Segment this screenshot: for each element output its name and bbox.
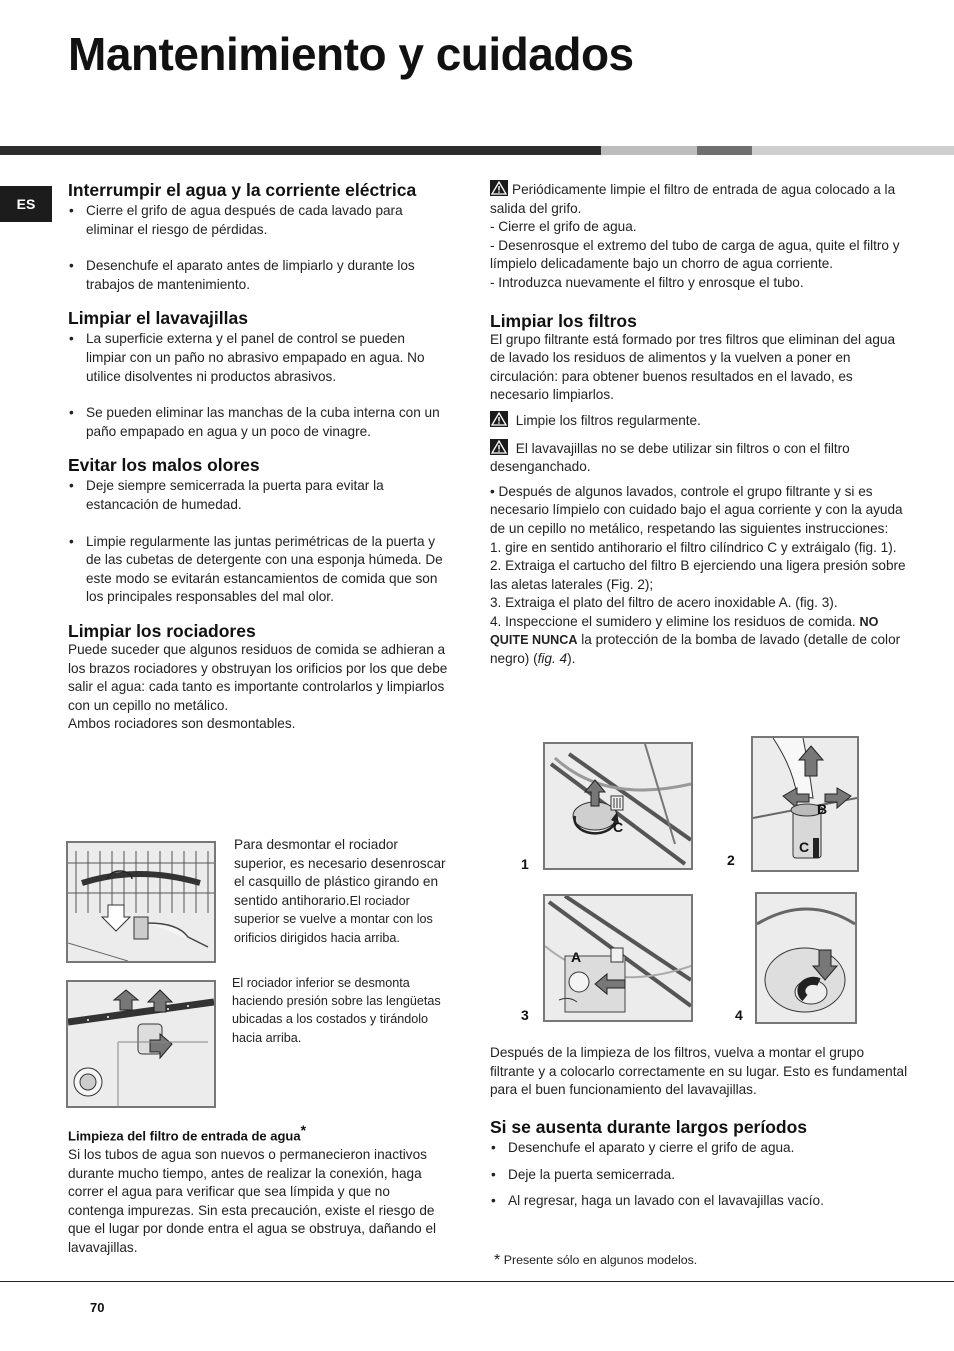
- heading-malos-olores: Evitar los malos olores: [68, 455, 260, 476]
- figure-number-4: 4: [735, 1007, 743, 1023]
- label-b: B: [817, 801, 828, 817]
- heading-limpiar-filtros: Limpiar los filtros: [490, 310, 637, 331]
- list-item: • La superficie externa y el panel de control se pueden limpiar con un paño no abrasivo empapado en agua. No utilice disolventes ni productos abrasivos.: [68, 330, 448, 386]
- figure-2: [751, 736, 859, 872]
- list-limpiar-lavavajillas: [68, 330, 448, 441]
- rociadores-body2: Ambos rociadores son desmontables.: [68, 716, 296, 732]
- sump-illustration: [757, 894, 855, 1022]
- filtros-body: El grupo filtrante está formado por tres filtros que eliminan del agua de lavado los residuos de alimentos y la vuelven a poner en circulación: para obtener buenos resultados en el lavado, es necesario limpiarlos.: [490, 331, 896, 403]
- filter-a-illustration: [545, 896, 691, 1020]
- figure-lower-spray-arm: [66, 980, 216, 1108]
- list-malos-olores: [68, 477, 448, 607]
- filtros-intro: • Después de algunos lavados, controle el grupo filtrante y si es necesario límpielo con cuidado bajo el agua corriente y con la ayuda de un cepillo no metálico, respetando las siguientes instrucciones:: [490, 483, 903, 536]
- caption-lower-spray-arm: El rociador inferior se desmonta haciendo presión sobre las lengüetas ubicadas a los costados y tirándolo hacia arriba.: [232, 976, 441, 1045]
- figure-number-1: 1: [521, 856, 529, 872]
- filtros-warning-1: Limpie los filtros regularmente.: [490, 411, 910, 431]
- heading-limpiar-lavavajillas: Limpiar el lavavajillas: [68, 308, 248, 329]
- header-bar-light: [601, 146, 697, 155]
- periodicamente-step-1: - Cierre el grifo de agua.: [490, 219, 637, 235]
- periodicamente-step-3: - Introduzca nuevamente el filtro y enrosque el tubo.: [490, 274, 804, 290]
- page-title: Mantenimiento y cuidados: [68, 28, 634, 80]
- filtro-entrada-body: Si los tubos de agua son nuevos o permanecieron inactivos durante mucho tiempo, antes de realizar la conexión, haga correr el agua para verificar que sea límpida y que no contenga impurezas. Sin esta precaución, existe el riesgo de que el lugar por donde entra el agua se obstruya, dañando el lavavajillas.: [68, 1146, 437, 1255]
- figure-upper-spray-arm: [66, 841, 216, 963]
- list-item: • Deje la puerta semicerrada.: [490, 1166, 910, 1185]
- list-item: • Limpie regularmente las juntas perimétricas de la puerta y de las cubetas de detergente con una esponja húmeda. De este modo se evitarán estancamientos de comida que son los principales responsables del mal olor.: [68, 533, 448, 607]
- caption-upper-b: El rociador superior se vuelve a montar con los orificios dirigidos hacia arriba.: [234, 893, 433, 945]
- right-column: [490, 180, 910, 669]
- list-item: • Al regresar, haga un lavado con el lavavajillas vacío.: [490, 1192, 910, 1211]
- caption-upper-spray-arm: [234, 836, 446, 948]
- figure-4: [755, 892, 857, 1024]
- footnote-text: Presente sólo en algunos modelos.: [503, 1253, 698, 1267]
- heading-ausencia: Si se ausenta durante largos períodos: [490, 1117, 808, 1137]
- filter-b-illustration: [753, 738, 857, 870]
- list-item: • Se pueden eliminar las manchas de la cuba interna con un paño empapado en agua y un poco de vinagre.: [68, 404, 448, 441]
- filtros-step-3: 3. Extraiga el plato del filtro de acero inoxidable A. (fig. 3).: [490, 595, 838, 611]
- filtros-step-4: 4. Inspeccione el sumidero y elimine los residuos de comida. NO QUITE NUNCA la protección de la bomba de lavado (detalle de color negro) (fig. 4).: [490, 613, 901, 667]
- periodicamente-step-2: - Desenrosque el extremo del tubo de carga de agua, quite el filtro y límpielo delicadamente bajo un chorro de agua corriente.: [490, 237, 900, 272]
- language-tab: ES: [0, 186, 52, 222]
- left-column: [68, 180, 448, 734]
- caption-upper-a: Para desmontar el rociador superior, es necesario desenroscar el casquillo de plástico girando en sentido antihorario.: [234, 837, 446, 908]
- header-bar-dark: [0, 146, 601, 155]
- warning-icon: [490, 439, 508, 455]
- lower-spray-arm-illustration: [68, 982, 214, 1106]
- list-item: • Cierre el grifo de agua después de cada lavado para eliminar el riesgo de pérdidas.: [68, 202, 448, 239]
- label-c: C: [613, 819, 624, 835]
- figure-number-3: 3: [521, 1007, 529, 1023]
- upper-spray-arm-illustration: [68, 843, 214, 961]
- warning-icon: [490, 411, 508, 427]
- header-bar-mid: [697, 146, 752, 155]
- ausencia-section: [490, 1117, 910, 1211]
- footnote: [494, 1252, 697, 1270]
- heading-rociadores: Limpiar los rociadores: [68, 620, 256, 641]
- figure-3: [543, 894, 693, 1022]
- footer-rule: [0, 1281, 954, 1282]
- footnote-star: *: [494, 1252, 501, 1269]
- list-item: • Desenchufe el aparato antes de limpiarlo y durante los trabajos de mantenimiento.: [68, 257, 448, 294]
- filtros-step-1: 1. gire en sentido antihorario el filtro cilíndrico C y extráigalo (fig. 1).: [490, 539, 897, 555]
- list-interrumpir: [68, 202, 448, 294]
- periodicamente-text: Periódicamente limpie el filtro de entrada de agua colocado a la salida del grifo.: [490, 182, 896, 216]
- header-bar-pale: [752, 146, 954, 155]
- list-item: • Desenchufe el aparato y cierre el grifo de agua.: [490, 1139, 910, 1158]
- figure-1: [543, 742, 693, 870]
- label-a: A: [571, 949, 582, 965]
- rociadores-body: Puede suceder que algunos residuos de comida se adhieran a los brazos rociadores y obstruyan los orificios por los que debe salir el agua: cada tanto es importante controlarlos y limpiarlos con un cepillo no metálico.: [68, 641, 448, 713]
- heading-interrumpir: Interrumpir el agua y la corriente eléctrica: [68, 180, 417, 200]
- filtro-entrada-section: [68, 1121, 448, 1257]
- list-ausencia: [490, 1139, 910, 1211]
- figure-number-2: 2: [727, 852, 735, 868]
- list-item: • Deje siempre semicerrada la puerta para evitar la estancación de humedad.: [68, 477, 448, 514]
- filtros-warning-2: El lavavajillas no se debe utilizar sin filtros o con el filtro desenganchado.: [490, 440, 850, 475]
- asterisk: *: [300, 1122, 307, 1138]
- warning-icon: [490, 180, 508, 196]
- heading-filtro-entrada: Limpieza del filtro de entrada de agua*: [68, 1122, 307, 1144]
- filtros-after: Después de la limpieza de los filtros, vuelva a montar el grupo filtrante y a colocarlo correctamente en su lugar. Esto es fundamental para el buen funcionamiento del lavavajillas.: [490, 1045, 908, 1098]
- filtros-step-2: 2. Extraiga el cartucho del filtro B ejerciendo una ligera presión sobre las aletas laterales (Fig. 2);: [490, 558, 906, 592]
- label-c-2: C: [799, 839, 810, 855]
- filter-c-illustration: [545, 744, 691, 868]
- page-number: 70: [90, 1300, 105, 1315]
